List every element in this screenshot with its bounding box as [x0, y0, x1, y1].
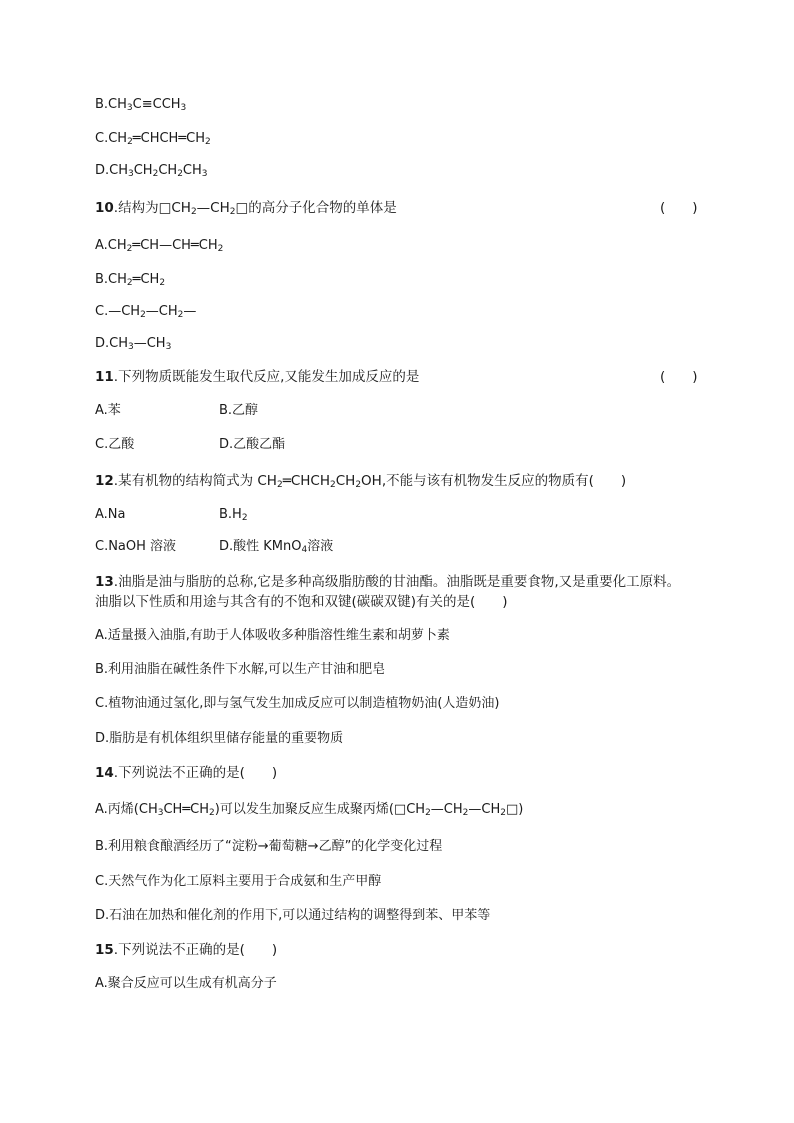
q15-stem: 15.下列说法不正确的是( ) [95, 942, 278, 958]
q13-stem-line2: 油脂以下性质和用途与其含有的不饱和双键(碳碳双键)有关的是( ) [95, 594, 508, 610]
q12-option-d: D.酸性 KMnO$_4$溶液 [219, 539, 334, 555]
q14-option-d: D.石油在加热和催化剂的作用下,可以通过结构的调整得到苯、甲苯等 [95, 908, 491, 923]
q10-option-c: $C.—CH_2—CH_2—$ [95, 304, 197, 320]
q13-option-b: B.利用油脂在碱性条件下水解,可以生产甘油和肥皂 [95, 662, 386, 677]
q10-option-a: $A.CH_2═CH—CH═CH_2$ [95, 238, 224, 254]
q10-option-d: $D.CH_3—CH_3$ [95, 336, 172, 352]
q13-option-d: D.脂肪是有机体组织里储存能量的重要物质 [95, 731, 344, 746]
q14-stem: 14.下列说法不正确的是( ) [95, 765, 278, 781]
q10-answer-bracket: ( ) [660, 200, 698, 216]
q12-option-c: C.NaOH 溶液 [95, 539, 177, 554]
q12-stem: 12.某有机物的结构简式为 $CH_2═CHCH_2CH_2OH$,不能与该有机物发生反应的物质有( ) [95, 473, 627, 490]
q12-option-b: $B.H_2$ [219, 507, 248, 523]
q11-answer-bracket: ( ) [660, 369, 698, 385]
q11-option-c: C.乙酸 [95, 437, 135, 452]
q14-option-b: B.利用粮食酿酒经历了“淀粉→葡萄糖→乙醇”的化学变化过程 [95, 839, 443, 854]
q10-stem: 10.结构为$□CH_2—CH_2□$的高分子化合物的单体是 [95, 200, 397, 217]
q11-option-a: A.苯 [95, 403, 121, 418]
q13-option-a: A.适量摄入油脂,有助于人体吸收多种脂溶性维生素和胡萝卜素 [95, 628, 450, 643]
q12-number: 12 [95, 473, 114, 489]
q14-option-c: C.天然气作为化工原料主要用于合成氨和生产甲醇 [95, 874, 382, 889]
q13-number: 13 [95, 574, 114, 590]
q12-option-a: A.Na [95, 507, 126, 522]
q15-number: 15 [95, 942, 114, 958]
q11-option-b: B.乙醇 [219, 403, 259, 418]
q11-option-d: D.乙酸乙酯 [219, 437, 286, 452]
q9-option-d: $D.CH_3CH_2CH_2CH_3$ [95, 163, 208, 179]
q9-option-b: $B.CH_3C\equiv CCH_3$ [95, 97, 187, 113]
q13-option-c: C.植物油通过氢化,即与氢气发生加成反应可以制造植物奶油(人造奶油) [95, 696, 500, 711]
q9-option-c: $C.CH_2═CHCH═CH_2$ [95, 131, 211, 147]
q14-number: 14 [95, 765, 114, 781]
q15-option-a: A.聚合反应可以生成有机高分子 [95, 976, 277, 991]
q10-option-b: $B.CH_2═CH_2$ [95, 272, 166, 288]
q11-stem: 11.下列物质既能发生取代反应,又能发生加成反应的是 [95, 369, 420, 385]
q14-option-a: A.丙烯$(CH_3CH═CH_2)$可以发生加聚反应生成聚丙烯$(□CH_2—CH_2—CH_2□)$ [95, 802, 524, 818]
q13-stem-line1: 13.油脂是油与脂肪的总称,它是多种高级脂肪酸的甘油酯。油脂既是重要食物,又是重要化工原料。 [95, 574, 681, 590]
q11-number: 11 [95, 369, 114, 385]
q10-number: 10 [95, 200, 114, 216]
